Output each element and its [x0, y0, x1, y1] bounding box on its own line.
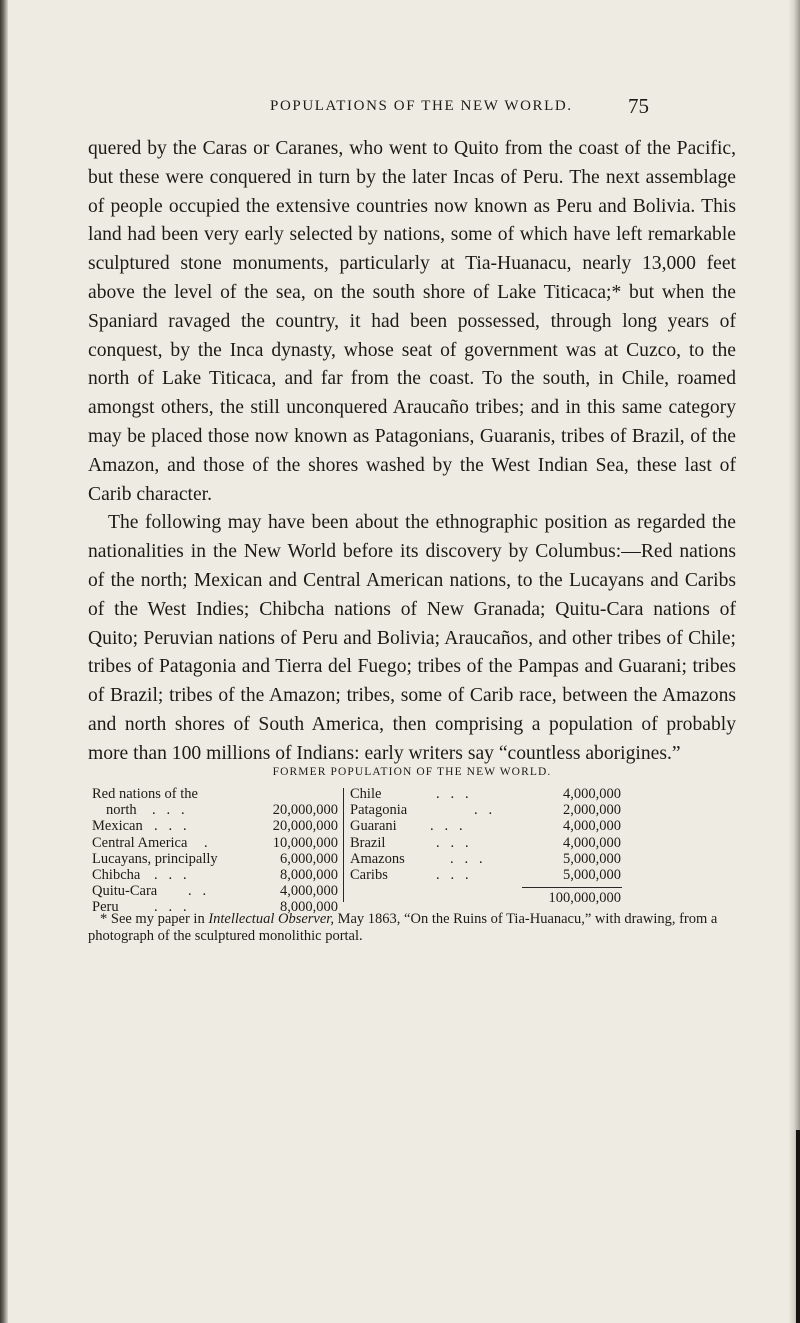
table-row — [92, 818, 342, 834]
page-header — [0, 94, 800, 122]
table-total: 100,000,000 — [548, 890, 621, 906]
table-row — [350, 835, 732, 851]
page-edge-mark — [796, 1130, 800, 1323]
page-binding-shadow — [0, 0, 8, 1323]
total-rule — [522, 887, 622, 888]
footnote — [88, 911, 734, 945]
row-label: Caribs — [350, 866, 388, 883]
row-value: 4,000,000 — [563, 834, 621, 851]
row-value: 20,000,000 — [272, 818, 338, 835]
row-value: 4,000,000 — [280, 883, 338, 900]
row-value: 4,000,000 — [563, 786, 621, 802]
footnote-text-before: See my paper in — [110, 911, 205, 927]
row-label: Central America — [92, 834, 188, 851]
footnote-journal: Intellectual Observer, — [208, 911, 334, 927]
row-leader-dots: . . . — [436, 834, 469, 851]
row-leader-dots: . . — [474, 802, 493, 819]
row-label: Peru — [92, 899, 119, 916]
row-leader-dots: . . . — [436, 786, 469, 802]
table-row — [350, 867, 732, 883]
column-divider — [343, 788, 344, 902]
row-label: Quitu-Cara — [92, 883, 158, 900]
table-row — [350, 802, 732, 818]
body-text — [88, 135, 736, 769]
row-label: Red nations of the — [92, 786, 198, 802]
page-edge-shadow — [788, 0, 800, 1323]
table-row — [92, 786, 342, 802]
row-label: Lucayans, principally — [92, 850, 218, 867]
row-value: 5,000,000 — [563, 850, 621, 867]
table-row — [350, 851, 732, 867]
row-value: 8,000,000 — [280, 866, 338, 883]
row-value: 4,000,000 — [563, 818, 621, 835]
table-row — [92, 851, 342, 867]
footnote-marker: * — [100, 911, 108, 927]
table-row — [92, 835, 342, 851]
table-row — [92, 867, 342, 883]
row-value: 10,000,000 — [272, 834, 338, 851]
population-table — [92, 786, 732, 916]
paragraph: The following may have been about the ethnographic position as regarded the nationalities in the New World before its discovery by Columbus:—Red nations of the north; Mexican and Central American nations, to the Lucayans and Caribs of the West Indies; Chibcha nations of New Granada; Quitu-Cara nations of Quito; Peruvian nations of Peru and Bolivia; Araucaños, and other tribes of Chile; tribes of Patagonia and Tierra del Fuego; tribes of the Pampas and Guarani; tribes of Brazil; tribes of the Amazon; tribes, some of Carib race, between the Amazons and north shores of South America, then comprising a population of probably more than 100 millions of Indians: early writers say “countless aborigines.” — [88, 512, 736, 764]
row-label: Brazil — [350, 834, 386, 851]
row-leader-dots: . . . — [154, 866, 187, 883]
row-label: Chile — [350, 786, 382, 802]
row-value: 6,000,000 — [280, 850, 338, 867]
row-value: 8,000,000 — [280, 899, 338, 916]
table-row — [350, 818, 732, 834]
row-label: Patagonia — [350, 802, 408, 819]
row-label: Guarani — [350, 818, 397, 835]
row-leader-dots: . . . — [152, 802, 185, 819]
running-title: POPULATIONS OF THE NEW WORLD. — [270, 98, 573, 114]
row-leader-dots: . . . — [154, 899, 187, 916]
row-leader-dots: . — [204, 834, 208, 851]
row-value: 20,000,000 — [272, 802, 338, 819]
table-right-column — [350, 786, 732, 906]
row-label: Mexican — [92, 818, 143, 835]
row-value: 5,000,000 — [563, 866, 621, 883]
row-leader-dots: . . . — [154, 818, 187, 835]
row-leader-dots: . . — [188, 883, 207, 900]
table-row — [350, 786, 732, 802]
table-row — [92, 883, 342, 899]
row-value: 2,000,000 — [563, 802, 621, 819]
footnote-text-after: May 1863, “On the Ruins of Tia-Huanacu,” with drawing, from a photograph of the sculptured monolithic portal. — [88, 911, 718, 944]
paragraph: quered by the Caras or Caranes, who went to Quito from the coast of the Pacific, but these were conquered in turn by the later Incas of Peru. The next assemblage of people occupied the extensive countries now known as Peru and Bolivia. This land had been very early selected by nations, some of which have left remarkable sculptured stone monuments, particularly at Tia-Huanacu, nearly 13,000 feet above the level of the sea, on the south shore of Lake Titicaca;* but when the Spaniard ravaged the country, it had been possessed, through long years of conquest, by the Inca dynasty, whose seat of government was at Cuzco, to the north of Lake Titicaca, and far from the coast. To the south, in Chile, roamed amongst others, the still unconquered Araucaño tribes; and in this same category may be placed those now known as Patagonians, Guaranis, tribes of Brazil, of the Amazon, and those of the shores washed by the West Indian Sea, these last of Carib character. — [88, 138, 736, 505]
table-row — [92, 802, 342, 818]
row-leader-dots: . . . — [436, 866, 469, 883]
row-label: Amazons — [350, 850, 405, 867]
table-caption: FORMER POPULATION OF THE NEW WORLD. — [272, 766, 552, 778]
row-label: north — [106, 802, 137, 819]
table-left-column — [92, 786, 342, 916]
row-label: Chibcha — [92, 866, 141, 883]
row-leader-dots: . . . — [450, 850, 483, 867]
row-leader-dots: . . . — [430, 818, 463, 835]
page-number: 75 — [628, 94, 649, 118]
